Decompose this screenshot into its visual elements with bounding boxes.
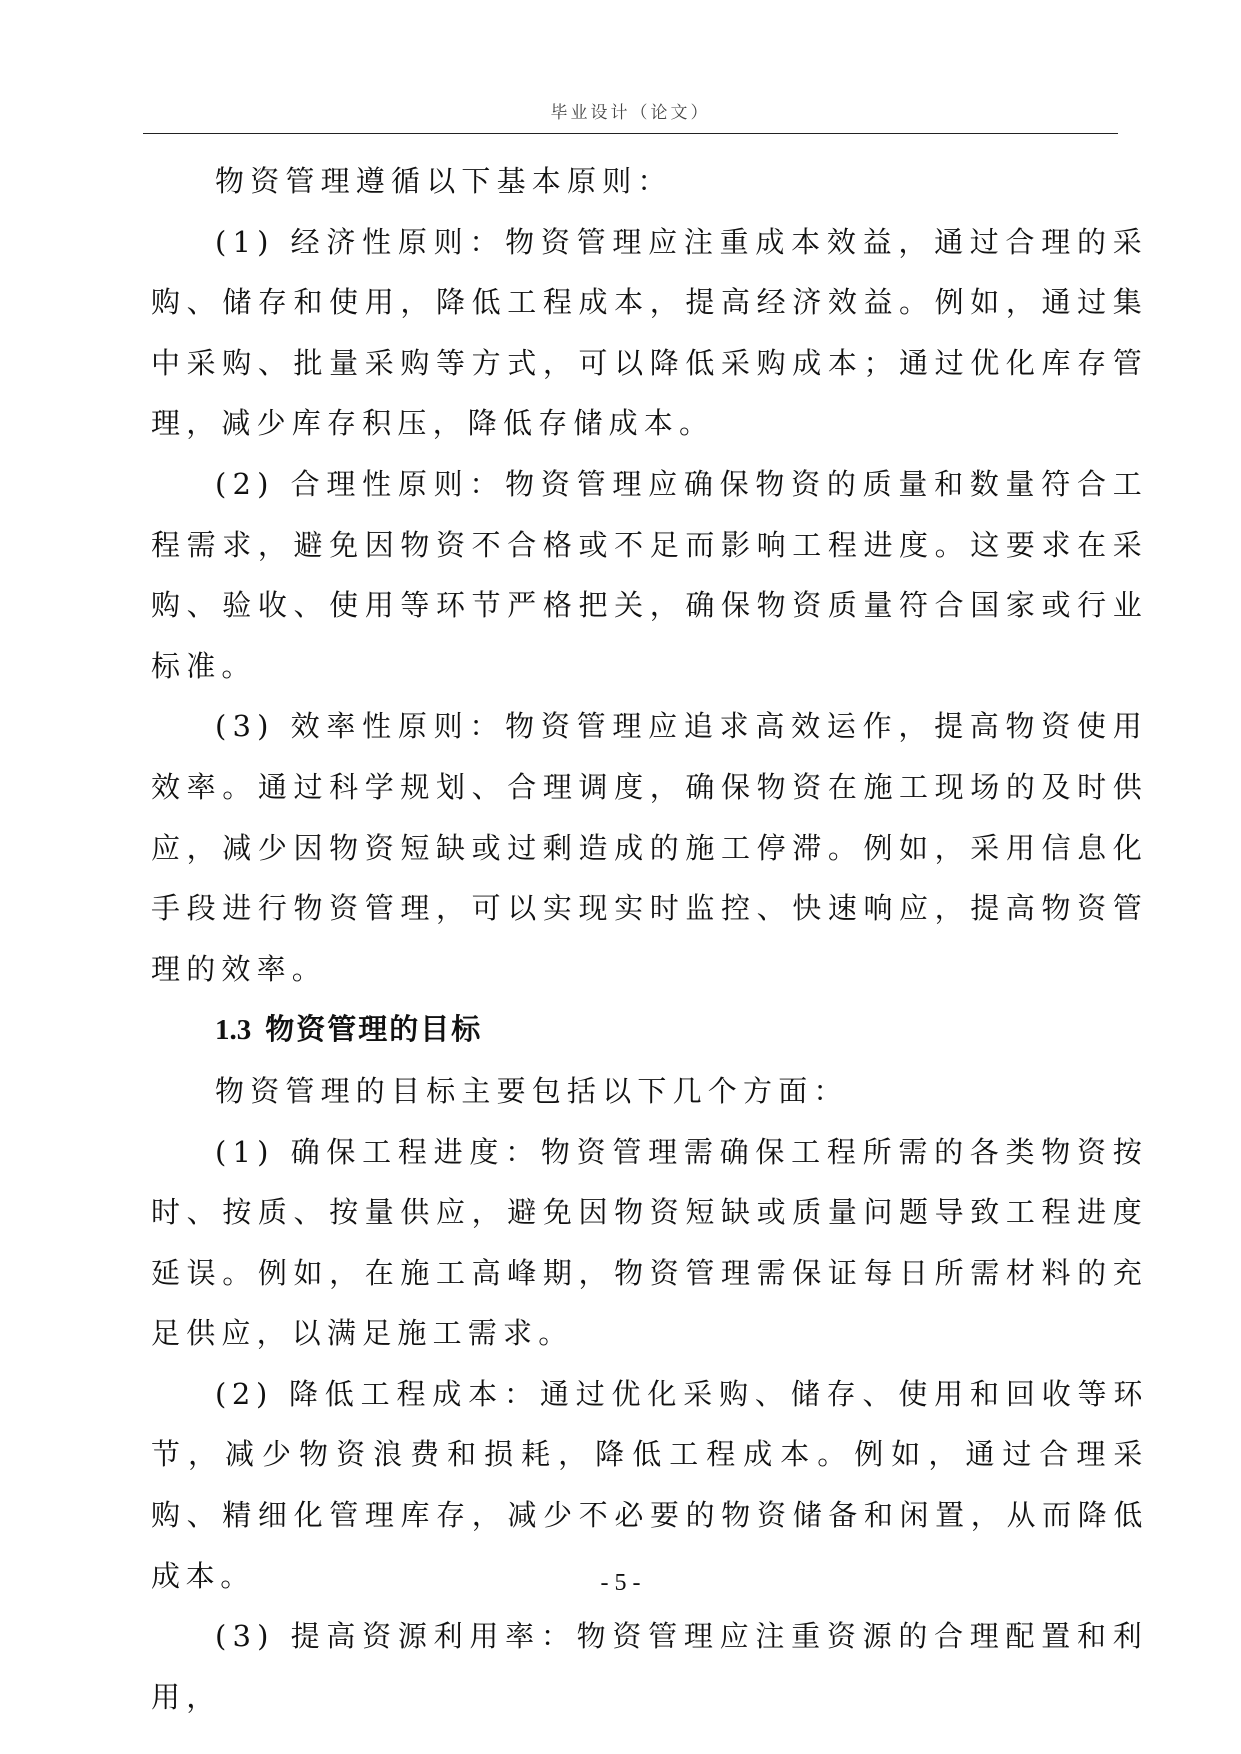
paragraph-goal-cost: (2) 降低工程成本：通过优化采购、储存、使用和回收等环节，减少物资浪费和损耗，降低工程成本。例如，通过合理采购、精细化管理库存，减少不必要的物资储备和闲置，从而降低成本。 (151, 1376, 1148, 1593)
paragraph-goal-resource: (3) 提高资源利用率：物资管理应注重资源的合理配置和利用， (151, 1619, 1148, 1714)
page-number: - 5 - (600, 1570, 641, 1596)
paragraph-principles-intro: 物资管理遵循以下基本原则： (215, 164, 673, 198)
document-body (151, 151, 1148, 1727)
header-divider (143, 133, 1118, 134)
section-title: 物资管理的目标 (265, 1012, 483, 1047)
section-number: 1.3 (215, 1014, 252, 1047)
paragraph-rationality-principle: (2) 合理性原则：物资管理应确保物资的质量和数量符合工程需求，避免因物资不合格或不足而影响工程进度。这要求在采购、验收、使用等环节严格把关，确保物资质量符合国家或行业标准。 (151, 466, 1148, 683)
page-header: 毕业设计（论文） (550, 103, 711, 123)
paragraph-economic-principle: (1) 经济性原则：物资管理应注重成本效益，通过合理的采购、储存和使用，降低工程成本，提高经济效益。例如，通过集中采购、批量采购等方式，可以降低采购成本；通过优化库存管理，减少库存积压，降低存储成本。 (151, 224, 1148, 441)
paragraph-goals-intro: 物资管理的目标主要包括以下几个方面： (215, 1073, 849, 1108)
section-heading (151, 999, 1148, 1061)
paragraph-efficiency-principle: (3) 效率性原则：物资管理应追求高效运作，提高物资使用效率。通过科学规划、合理调度，确保物资在施工现场的及时供应，减少因物资短缺或过剩造成的施工停滞。例如，采用信息化手段进行物资管理，可以实现实时监控、快速响应，提高物资管理的效率。 (151, 709, 1148, 986)
paragraph-goal-progress: (1) 确保工程进度：物资管理需确保工程所需的各类物资按时、按质、按量供应，避免因物资短缺或质量问题导致工程进度延误。例如，在施工高峰期，物资管理需保证每日所需材料的充足供应，以满足施工需求。 (151, 1134, 1148, 1351)
